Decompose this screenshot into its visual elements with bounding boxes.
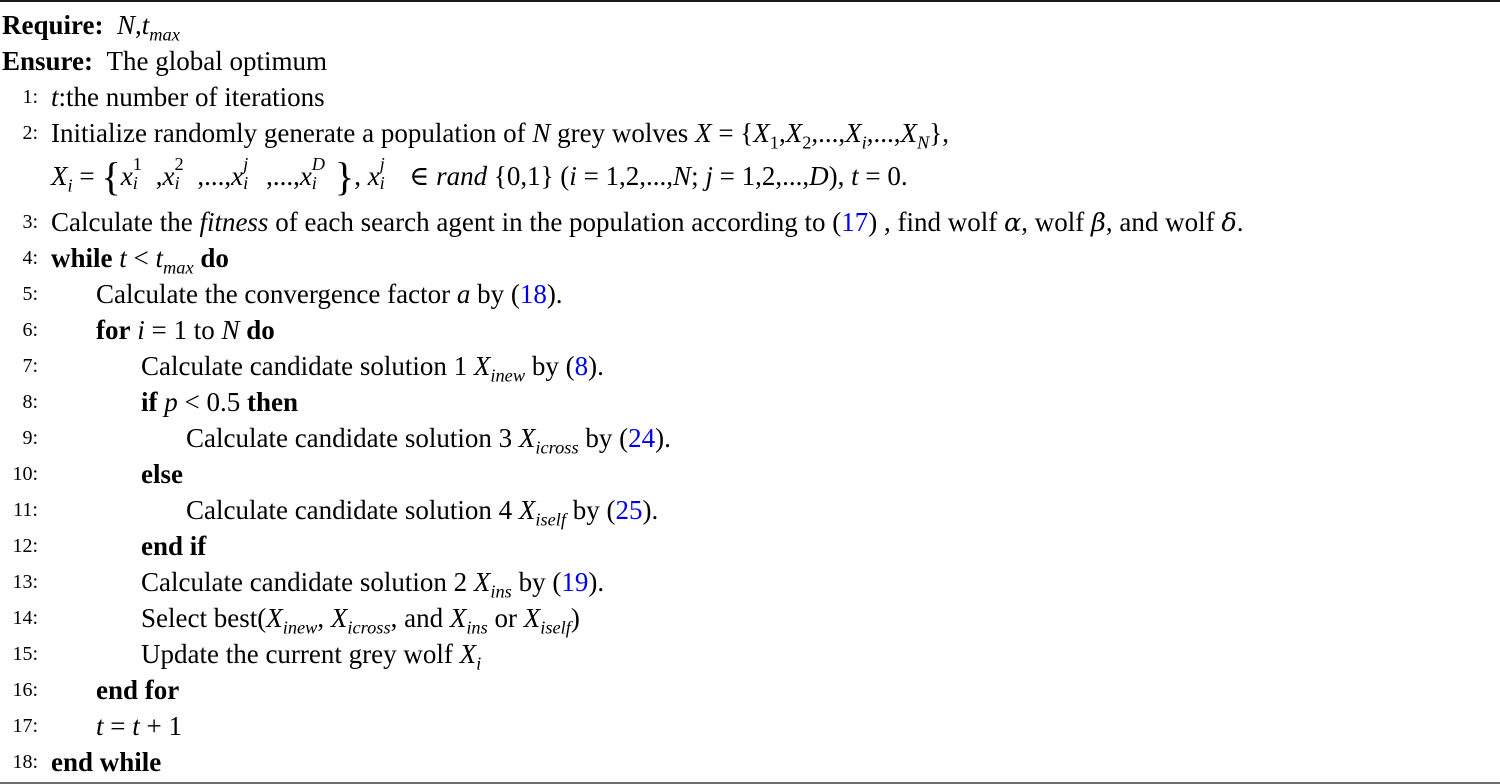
text: Initialize randomly generate a population of	[51, 118, 533, 148]
comma: ,	[778, 118, 786, 148]
keyword-while: while	[51, 243, 113, 273]
line-body	[51, 79, 325, 115]
require-label: Require:	[2, 10, 104, 40]
var-x: x	[231, 161, 244, 191]
keyword-end-for: end for	[96, 675, 180, 705]
keyword-end-if: end if	[141, 531, 207, 561]
sub: 1	[769, 132, 779, 153]
line-number: 15:	[12, 643, 38, 665]
line-body	[141, 636, 481, 672]
line-number: 4:	[22, 247, 38, 269]
sub: inew	[490, 365, 526, 386]
text: =	[711, 118, 741, 148]
var-x: x	[162, 161, 175, 191]
top-rule	[0, 0, 1500, 2]
comma: ,	[197, 161, 205, 191]
sub: i	[132, 172, 138, 193]
var-j: j	[705, 161, 713, 191]
line-number: 6:	[22, 319, 38, 341]
text: = 0.	[858, 161, 908, 191]
line-body	[51, 204, 1244, 241]
keyword-do: do	[246, 315, 275, 345]
text: ).	[588, 351, 604, 381]
sub: i	[174, 172, 180, 193]
brace: {	[101, 153, 121, 199]
sub: icross	[535, 437, 579, 458]
line-body	[141, 384, 298, 420]
comma: ,	[893, 118, 901, 148]
alpha: α	[1003, 208, 1022, 238]
var-N: N	[221, 315, 240, 345]
text: ).	[642, 495, 659, 525]
sub: inew	[282, 617, 318, 638]
var-X: X	[523, 603, 541, 633]
supsub	[379, 154, 403, 193]
var-t: t	[96, 711, 104, 741]
sub: max	[163, 257, 194, 278]
var-t: t	[155, 243, 164, 273]
brace: }	[929, 118, 943, 148]
text: Calculate the convergence factor	[96, 279, 457, 309]
require-N: N	[117, 10, 136, 40]
text: =	[103, 711, 133, 741]
var-D: D	[809, 161, 829, 191]
brace: {	[740, 118, 754, 148]
text: Calculate the	[51, 207, 200, 237]
dots: ...	[818, 118, 839, 148]
equation-ref-24[interactable]: 24	[628, 423, 656, 453]
line-body	[96, 276, 563, 312]
keyword-end-while: end while	[51, 747, 162, 777]
line-number: 11:	[13, 499, 38, 521]
var-t: t	[51, 82, 59, 112]
supsub	[132, 154, 156, 193]
supsub	[243, 154, 266, 193]
sub: i	[243, 172, 249, 193]
line-number: 8:	[22, 391, 38, 413]
line-number: 17:	[12, 715, 38, 737]
line-body	[141, 348, 604, 384]
sub: i	[861, 132, 867, 153]
text: by (	[511, 567, 562, 597]
require-line	[2, 7, 180, 43]
line-number: 7:	[22, 355, 38, 377]
line-number: 13:	[12, 571, 38, 593]
keyword-if: if	[141, 387, 158, 417]
text: .	[1236, 207, 1244, 237]
supsub	[174, 154, 197, 193]
set: {0,1}	[493, 161, 554, 191]
comma: ,	[354, 161, 361, 191]
var-x: x	[120, 161, 133, 191]
var-N: N	[673, 161, 692, 191]
line-number: 9:	[22, 427, 38, 449]
var-X: X	[51, 161, 68, 191]
text: , and wolf	[1105, 207, 1222, 237]
var-X: X	[459, 639, 477, 669]
var-X: X	[845, 118, 862, 148]
text: Update the current grey wolf	[141, 639, 460, 669]
text: < 0.5	[177, 387, 247, 417]
line-body	[141, 564, 604, 600]
text: :the number of iterations	[58, 82, 325, 112]
text: grey wolves	[550, 118, 696, 148]
equation-ref-8[interactable]: 8	[574, 351, 589, 381]
line-number: 1:	[22, 86, 38, 108]
text: Select best(	[141, 603, 267, 633]
require-tmax-sub: max	[149, 24, 180, 45]
line-body	[186, 420, 671, 456]
text: , wolf	[1021, 207, 1092, 237]
ensure-value: The global optimum	[106, 46, 328, 76]
line-body	[141, 600, 580, 636]
sub: icross	[347, 617, 391, 638]
text: )	[570, 603, 580, 633]
var-t: t	[119, 243, 127, 273]
var-X: X	[518, 495, 536, 525]
equation-ref-19[interactable]: 19	[561, 567, 589, 597]
var-X: X	[900, 118, 917, 148]
beta: β	[1091, 208, 1106, 238]
var-t: t	[132, 711, 140, 741]
text: Calculate candidate solution 3	[186, 423, 519, 453]
text: Calculate candidate solution 4	[186, 495, 519, 525]
keyword-then: then	[246, 387, 298, 417]
sub: i	[379, 172, 385, 193]
line-body	[96, 312, 275, 348]
comma: ,	[942, 118, 949, 148]
sup: j	[379, 154, 385, 175]
comma: ,	[866, 118, 874, 148]
text: ).	[655, 423, 671, 453]
var-X: X	[695, 118, 712, 148]
var-X: X	[330, 603, 348, 633]
line-body	[51, 115, 949, 151]
dots: ...	[204, 161, 225, 191]
var-X: X	[785, 118, 803, 148]
keyword-do: do	[200, 243, 229, 273]
var-a: a	[456, 279, 471, 309]
text: by (	[578, 423, 629, 453]
text: Calculate candidate solution 1	[141, 351, 474, 381]
line-body	[186, 492, 658, 528]
supsub	[311, 154, 335, 193]
text: = 1,2,...,	[712, 161, 810, 191]
text: , and	[390, 603, 450, 633]
line-body	[51, 744, 161, 780]
text: + 1	[139, 711, 182, 741]
text: = 1 to	[144, 315, 222, 345]
comma: ,	[811, 118, 819, 148]
line-body	[51, 240, 229, 276]
comma: ,	[135, 10, 142, 40]
text: Calculate candidate solution 2	[141, 567, 474, 597]
ensure-line	[2, 43, 327, 79]
sup: j	[243, 154, 249, 175]
var-t: t	[851, 161, 859, 191]
var-X: X	[473, 351, 491, 381]
rand: rand	[436, 161, 488, 191]
sub: N	[917, 132, 930, 153]
var-x: x	[299, 161, 312, 191]
equation-ref-17[interactable]: 17	[841, 207, 869, 237]
equation-ref-25[interactable]: 25	[615, 495, 643, 525]
text: ) , find wolf	[868, 207, 1004, 237]
text: ).	[588, 567, 605, 597]
dots: ...	[272, 161, 294, 191]
var-X: X	[753, 118, 770, 148]
sub: ins	[490, 581, 512, 602]
var-x: x	[367, 161, 380, 191]
delta: δ	[1221, 208, 1237, 238]
line-number: 10:	[12, 463, 38, 485]
var-X: X	[473, 567, 491, 597]
line-body	[96, 708, 182, 744]
brace: }	[334, 153, 355, 199]
comma: ,	[293, 161, 300, 191]
text: ∈	[402, 161, 437, 191]
text: by (	[566, 495, 616, 525]
var-i: i	[569, 161, 577, 191]
sub: i	[476, 653, 482, 674]
sub: i	[311, 172, 317, 193]
comma: ,	[838, 118, 846, 148]
text: ),	[828, 161, 852, 191]
line-number: 5:	[22, 283, 38, 305]
line-number: 3:	[22, 211, 38, 233]
var-p: p	[164, 387, 178, 417]
text: ).	[546, 279, 563, 309]
require-t: t	[141, 10, 150, 40]
fitness: fitness	[199, 207, 269, 237]
line-number: 14:	[12, 607, 38, 629]
comma: ,	[266, 161, 273, 191]
sub: ins	[466, 617, 488, 638]
line-number: 16:	[12, 679, 38, 701]
text: by (	[470, 279, 520, 309]
sub: iself	[535, 509, 567, 530]
sup: 1	[132, 154, 142, 175]
text: ;	[691, 161, 706, 191]
sup: D	[311, 154, 326, 175]
line-body	[141, 456, 183, 492]
var-X: X	[518, 423, 536, 453]
line-body	[141, 528, 206, 564]
var-N: N	[532, 118, 551, 148]
ensure-label: Ensure:	[2, 46, 94, 76]
sup: 2	[174, 154, 184, 175]
sub: iself	[540, 617, 571, 638]
dots: ...	[873, 118, 894, 148]
text: or	[487, 603, 524, 633]
line-number: 18:	[12, 751, 38, 773]
var-X: X	[266, 603, 283, 633]
var-i: i	[137, 315, 145, 345]
keyword-for: for	[96, 315, 131, 345]
line-body	[96, 672, 179, 708]
equation-ref-18[interactable]: 18	[519, 279, 547, 309]
text: <	[126, 243, 156, 273]
comma: ,	[224, 161, 232, 191]
line-number: 12:	[12, 535, 38, 557]
comma: ,	[155, 161, 163, 191]
text: (	[553, 161, 570, 191]
sub: 2	[802, 132, 812, 153]
text: by (	[525, 351, 575, 381]
keyword-else: else	[141, 459, 183, 489]
line-number: 2:	[22, 122, 38, 144]
text: ,	[317, 603, 331, 633]
text: of each search agent in the population according to (	[268, 207, 842, 237]
var-X: X	[449, 603, 467, 633]
line-body	[51, 153, 908, 199]
text: = 1,2,...,	[576, 161, 674, 191]
text: =	[72, 161, 102, 191]
sub: i	[67, 175, 73, 196]
